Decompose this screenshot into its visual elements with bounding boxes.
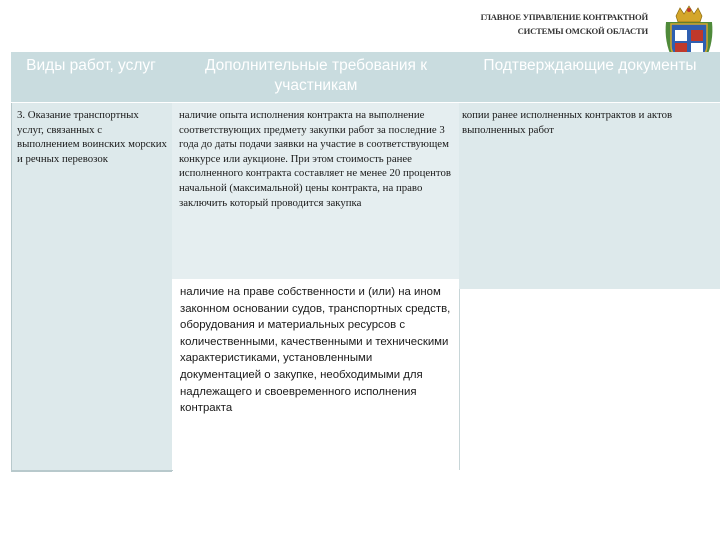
organization-header [380, 10, 648, 38]
column-header-services: Виды работ, услуг [26, 57, 156, 74]
row-divider [11, 102, 720, 103]
row-2-requirement-cell: наличие на праве собственности и (или) на ином законном основании судов, транспортных средств, оборудования и материальных ресурсов с количественными, качественными и техническими характеристиками, установленными документацией о закупке, необходимыми для надлежащего и своевременного исполнения контракта [180, 286, 451, 415]
column-header-requirements: Дополнительные требования к участникам [204, 57, 428, 94]
organization-name-line-2: СИСТЕМЫ ОМСКОЙ ОБЛАСТИ [517, 26, 648, 36]
column-header-documents: Подтверждающие документы [483, 57, 697, 74]
requirements-table [11, 52, 720, 472]
row-2-documents-background [459, 289, 720, 470]
row-1-requirement-cell: наличие опыта исполнения контракта на выполнение соответствующих предмету закупки работ за последние 3 года до даты подачи заявки на участие в соответствующем конкурсе или аукционе. При этом стоимость ранее исполненного контракта составляет не менее 20 процентов начальной (максимальной) цены контракта, на право заключить который проводится закупка [179, 109, 451, 209]
table-bottom-border [11, 470, 173, 471]
row-1-documents-cell: копии ранее исполненных контрактов и актов выполненных работ [462, 109, 673, 136]
row-1-service-cell: 3. Оказание транспортных услуг, связанных с выполнением воинских морских и речных перевозок [17, 109, 167, 165]
organization-name-line-1: ГЛАВНОЕ УПРАВЛЕНИЕ КОНТРАКТНОЙ [480, 12, 648, 22]
